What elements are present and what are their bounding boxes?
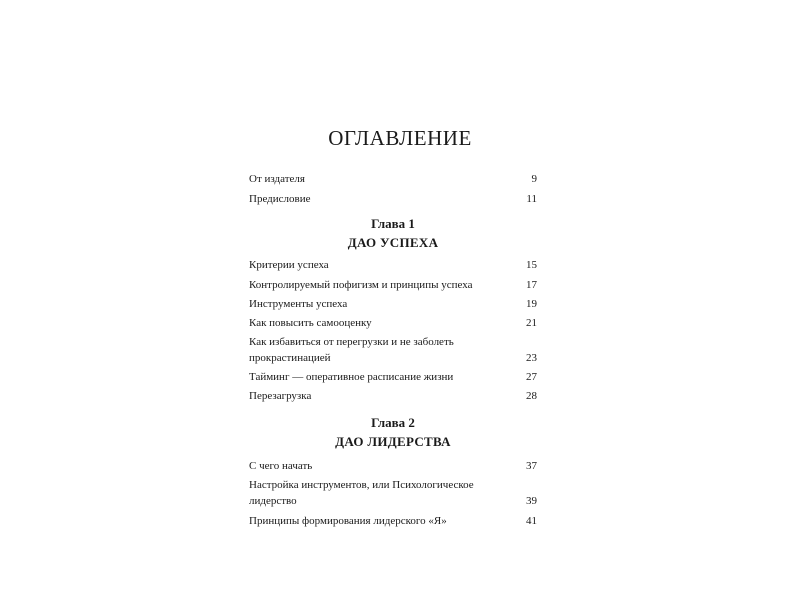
toc-entry-text: Принципы формирования лидерского «Я» <box>249 515 447 527</box>
toc-entry <box>249 315 537 331</box>
toc-entry-text: С чего начать <box>249 460 313 472</box>
toc-entry-page: 37 <box>526 460 537 472</box>
page-title: ОГЛАВЛЕНИЕ <box>328 126 472 150</box>
toc-entry-page: 9 <box>531 173 537 185</box>
toc-entry <box>249 369 537 385</box>
toc-entry-text: Критерии успеха <box>249 259 329 271</box>
toc-entry-text: Как избавиться от перегрузки и не заболеть прокрастинацией <box>249 336 454 364</box>
toc-entry-text: Контролируемый пофигизм и принципы успеха <box>249 279 473 291</box>
toc-entry-page: 39 <box>526 495 537 507</box>
chapter-title: ДАО ЛИДЕРСТВА <box>335 434 451 449</box>
toc-entry <box>249 388 537 404</box>
toc-entry-text: Инструменты успеха <box>249 298 348 310</box>
toc-entry <box>249 171 537 187</box>
toc-entry-page: 15 <box>526 259 537 271</box>
toc-entry-page: 41 <box>526 515 537 527</box>
toc-entry-text: Тайминг — оперативное расписание жизни <box>249 371 454 383</box>
toc-entry <box>249 334 537 366</box>
toc-entry-page: 17 <box>526 279 537 291</box>
toc-entry <box>249 191 537 207</box>
toc-entry-page: 23 <box>526 352 537 364</box>
toc-entry-page: 21 <box>526 317 537 329</box>
toc-entry-text: От издателя <box>249 173 305 185</box>
toc-entry-page: 27 <box>526 371 537 383</box>
toc-entry-text: Настройка инструментов, или Психологическое лидерство <box>249 479 474 507</box>
toc-entry-text: Как повысить самооценку <box>249 317 372 329</box>
toc-entry-text: Предисловие <box>249 193 311 205</box>
toc-entry-page: 11 <box>526 193 537 205</box>
chapter-number: Глава 1 <box>371 216 415 231</box>
chapter-number: Глава 2 <box>371 415 415 430</box>
toc-entry <box>249 477 537 509</box>
toc-entry <box>249 257 537 273</box>
chapter-title: ДАО УСПЕХА <box>347 235 439 250</box>
toc-entry <box>249 277 537 293</box>
toc-entry-page: 19 <box>526 298 537 310</box>
toc-entry <box>249 296 537 312</box>
toc-entry <box>249 513 537 529</box>
toc-entry <box>249 458 537 474</box>
toc-entry-text: Перезагрузка <box>249 390 312 402</box>
toc-entry-page: 28 <box>526 390 537 402</box>
